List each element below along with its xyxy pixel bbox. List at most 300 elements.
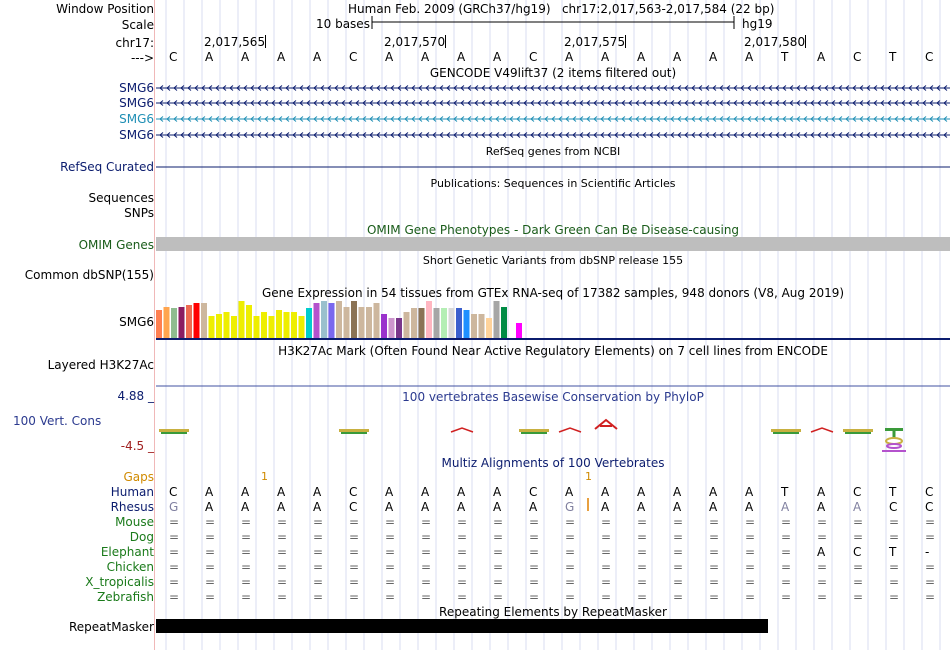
gtex-bar <box>381 314 387 338</box>
gtex-bar <box>509 308 515 338</box>
alignment-base: = <box>709 545 720 559</box>
alignment-base: = <box>241 560 252 574</box>
alignment-base: A <box>637 500 646 514</box>
alignment-base: = <box>745 515 756 529</box>
alignment-base: = <box>817 515 828 529</box>
alignment-base: = <box>673 560 684 574</box>
alignment-base: = <box>745 545 756 559</box>
multiz-title[interactable]: Multiz Alignments of 100 Vertebrates <box>441 456 665 470</box>
publications-sequences-label[interactable]: Sequences <box>88 191 154 205</box>
alignment-base: = <box>169 575 180 589</box>
alignment-base: = <box>277 545 288 559</box>
position-tick-label: 2,017,570 <box>384 35 446 49</box>
alignment-base: A <box>493 485 502 499</box>
alignment-base: = <box>673 530 684 544</box>
alignment-base: T <box>781 485 789 499</box>
alignment-base: = <box>889 575 900 589</box>
alignment-base: = <box>781 560 792 574</box>
base-letter: A <box>385 50 394 64</box>
alignment-base: A <box>277 500 286 514</box>
base-letter: T <box>889 50 897 64</box>
alignment-base: = <box>241 590 252 604</box>
alignment-base: A <box>673 485 682 499</box>
dbsnp-title[interactable]: Short Genetic Variants from dbSNP release 155 <box>422 254 684 267</box>
alignment-base: = <box>493 545 504 559</box>
alignment-base: = <box>529 575 540 589</box>
gtex-bar <box>464 310 470 338</box>
scale-label: Scale <box>121 18 154 32</box>
alignment-base: = <box>169 560 180 574</box>
species-label[interactable]: Zebrafish <box>97 590 154 604</box>
alignment-base: = <box>205 515 216 529</box>
alignment-base: = <box>493 590 504 604</box>
scale-bases: 10 bases <box>316 17 370 31</box>
gtex-bar <box>351 301 357 338</box>
conservation-logo <box>893 428 896 438</box>
alignment-base: = <box>529 560 540 574</box>
base-letter: A <box>817 50 826 64</box>
conservation-logo <box>773 432 799 434</box>
window-position-label: Window Position <box>56 2 154 16</box>
alignment-base: = <box>709 530 720 544</box>
conservation-logo <box>843 429 873 432</box>
alignment-base: A <box>313 500 322 514</box>
gtex-bar <box>209 316 215 338</box>
alignment-base: = <box>853 590 864 604</box>
alignment-base: A <box>709 500 718 514</box>
gtex-bar <box>501 307 507 338</box>
alignment-base: = <box>313 545 324 559</box>
alignment-base: = <box>781 590 792 604</box>
conservation-logo <box>159 429 189 432</box>
alignment-base: = <box>565 560 576 574</box>
alignment-base: = <box>565 575 576 589</box>
alignment-base: C <box>925 485 934 499</box>
alignment-base: C <box>349 500 358 514</box>
gtex-bar <box>404 312 410 338</box>
gtex-bar <box>254 316 260 338</box>
alignment-base: = <box>421 590 432 604</box>
publications-snps-label[interactable]: SNPs <box>124 206 154 220</box>
alignment-base: = <box>637 575 648 589</box>
alignment-base: = <box>529 530 540 544</box>
alignment-base: = <box>637 530 648 544</box>
gtex-bar <box>374 303 380 338</box>
alignment-base: = <box>241 575 252 589</box>
alignment-base: C <box>889 500 898 514</box>
gtex-bar <box>396 318 402 338</box>
conservation-label[interactable]: 100 Vert. Cons <box>13 414 102 428</box>
alignment-base: = <box>205 530 216 544</box>
gencode-track-label[interactable]: SMG6 <box>119 96 154 110</box>
repeatmasker-title[interactable]: Repeating Elements by RepeatMasker <box>439 605 667 619</box>
alignment-base: C <box>169 485 178 499</box>
conservation-logo <box>521 432 547 434</box>
dbsnp-label[interactable]: Common dbSNP(155) <box>24 268 154 282</box>
alignment-base: = <box>709 515 720 529</box>
species-label[interactable]: Mouse <box>115 515 154 529</box>
gtex-bar <box>479 314 485 338</box>
base-letter: A <box>709 50 718 64</box>
base-letter: C <box>925 50 934 64</box>
alignment-base: A <box>313 485 322 499</box>
gtex-bar <box>389 318 395 338</box>
gtex-bar <box>284 312 290 338</box>
alignment-base: = <box>457 515 468 529</box>
alignment-base: = <box>565 545 576 559</box>
alignment-base: = <box>205 575 216 589</box>
alignment-base: A <box>565 485 574 499</box>
gencode-track-label[interactable]: SMG6 <box>119 112 154 126</box>
alignment-base: = <box>889 560 900 574</box>
omim-label[interactable]: OMIM Genes <box>78 238 154 252</box>
alignment-base: A <box>493 500 502 514</box>
gaps-label[interactable]: Gaps <box>123 470 154 484</box>
alignment-base: = <box>745 560 756 574</box>
alignment-base: A <box>709 485 718 499</box>
alignment-base: = <box>529 590 540 604</box>
base-letter: A <box>745 50 754 64</box>
alignment-base: C <box>853 545 862 559</box>
alignment-base: = <box>889 530 900 544</box>
alignment-base: A <box>421 500 430 514</box>
alignment-base: G <box>169 500 179 514</box>
conservation-logo <box>339 429 369 432</box>
alignment-base: A <box>457 500 466 514</box>
alignment-base: - <box>925 545 930 559</box>
gtex-bar <box>276 310 282 338</box>
base-letter: A <box>493 50 502 64</box>
alignment-base: A <box>205 485 214 499</box>
gtex-bar <box>486 318 492 338</box>
gtex-bar <box>171 308 177 338</box>
alignment-base: = <box>205 545 216 559</box>
alignment-base: = <box>457 590 468 604</box>
alignment-base: A <box>277 485 286 499</box>
alignment-base: = <box>565 515 576 529</box>
alignment-base: = <box>601 530 612 544</box>
alignment-base: = <box>709 590 720 604</box>
alignment-base: = <box>745 590 756 604</box>
alignment-base: = <box>781 545 792 559</box>
conservation-title[interactable]: 100 vertebrates Basewise Conservation by PhyloP <box>402 390 704 404</box>
alignment-base: = <box>277 515 288 529</box>
alignment-base: A <box>637 485 646 499</box>
alignment-base: = <box>673 545 684 559</box>
alignment-base: = <box>781 575 792 589</box>
alignment-base: = <box>349 515 360 529</box>
alignment-base: = <box>349 545 360 559</box>
alignment-base: C <box>529 485 538 499</box>
gtex-bar <box>366 307 372 338</box>
alignment-base: = <box>673 575 684 589</box>
alignment-base: = <box>457 575 468 589</box>
alignment-base: = <box>601 575 612 589</box>
base-letter: C <box>169 50 178 64</box>
alignment-base: C <box>349 485 358 499</box>
position-tick-label: 2,017,580 <box>744 35 806 49</box>
alignment-base: A <box>385 485 394 499</box>
gtex-bar <box>344 307 350 338</box>
gtex-bar <box>434 308 440 338</box>
alignment-base: = <box>673 590 684 604</box>
alignment-base: A <box>457 485 466 499</box>
base-letter: C <box>349 50 358 64</box>
gtex-bar <box>456 308 462 338</box>
alignment-base: = <box>313 590 324 604</box>
alignment-base: = <box>385 590 396 604</box>
alignment-base: = <box>385 530 396 544</box>
alignment-base: A <box>385 500 394 514</box>
alignment-base: = <box>421 530 432 544</box>
alignment-base: = <box>529 515 540 529</box>
gtex-bar <box>239 301 245 338</box>
base-letter: A <box>601 50 610 64</box>
alignment-base: T <box>889 545 897 559</box>
alignment-base: = <box>889 515 900 529</box>
base-letter: A <box>313 50 322 64</box>
base-letter: A <box>241 50 250 64</box>
species-label[interactable]: Human <box>110 485 154 499</box>
base-letter: A <box>673 50 682 64</box>
base-letter: C <box>853 50 862 64</box>
gtex-title[interactable]: Gene Expression in 54 tissues from GTEx RNA-seq of 17382 samples, 948 donors (V8, Aug 2019) <box>261 286 845 300</box>
species-label[interactable]: X_tropicalis <box>85 575 154 589</box>
repeatmasker-label[interactable]: RepeatMasker <box>68 620 154 634</box>
chrom-label: chr17: <box>115 36 154 50</box>
alignment-base: = <box>853 530 864 544</box>
omim-bar <box>156 237 950 251</box>
refseq-label[interactable]: RefSeq Curated <box>60 160 154 174</box>
gtex-bar <box>194 303 200 338</box>
scale-assembly: hg19 <box>742 17 773 31</box>
gtex-bar <box>291 312 297 338</box>
alignment-base: A <box>601 485 610 499</box>
alignment-base: A <box>817 500 826 514</box>
gtex-bar <box>359 307 365 338</box>
alignment-base: = <box>745 530 756 544</box>
base-letter: A <box>421 50 430 64</box>
alignment-base: = <box>925 515 936 529</box>
gap-count: 1 <box>261 470 268 483</box>
alignment-base: = <box>817 530 828 544</box>
conservation-logo <box>771 429 801 432</box>
gtex-bar <box>321 301 327 338</box>
alignment-base: = <box>421 560 432 574</box>
alignment-base: = <box>601 560 612 574</box>
publications-title[interactable]: Publications: Sequences in Scientific Articles <box>430 177 676 190</box>
alignment-base: = <box>637 590 648 604</box>
alignment-base: = <box>493 560 504 574</box>
species-label[interactable]: Rhesus <box>110 500 154 514</box>
gtex-bar <box>411 308 417 338</box>
base-letter: A <box>205 50 214 64</box>
alignment-base: = <box>169 530 180 544</box>
alignment-base: = <box>421 515 432 529</box>
base-letter: A <box>277 50 286 64</box>
gtex-label[interactable]: SMG6 <box>119 315 154 329</box>
conservation-logo <box>882 450 906 452</box>
alignment-base: = <box>817 575 828 589</box>
species-label[interactable]: Elephant <box>100 545 154 559</box>
gtex-bar <box>329 303 335 338</box>
gtex-bar <box>156 310 162 338</box>
alignment-base: T <box>889 485 897 499</box>
alignment-base: = <box>457 545 468 559</box>
alignment-base: C <box>925 500 934 514</box>
conservation-logo <box>519 429 549 432</box>
alignment-base: = <box>277 560 288 574</box>
gencode-title[interactable]: GENCODE V49lift37 (2 items filtered out) <box>429 66 677 80</box>
gtex-bar <box>494 301 500 338</box>
gtex-bar <box>441 308 447 338</box>
alignment-base: = <box>529 545 540 559</box>
gencode-track-label[interactable]: SMG6 <box>119 128 154 142</box>
alignment-base: = <box>709 575 720 589</box>
gtex-bar <box>269 316 275 338</box>
alignment-base: = <box>925 575 936 589</box>
alignment-base: C <box>853 485 862 499</box>
alignment-base: = <box>853 560 864 574</box>
h3k27ac-title[interactable]: H3K27Ac Mark (Often Found Near Active Regulatory Elements) on 7 cell lines from ENCODE <box>278 344 828 358</box>
alignment-base: = <box>493 515 504 529</box>
species-label[interactable]: Chicken <box>106 560 154 574</box>
alignment-base: = <box>853 515 864 529</box>
alignment-base: A <box>745 485 754 499</box>
alignment-base: = <box>673 515 684 529</box>
alignment-base: = <box>817 560 828 574</box>
alignment-base: = <box>709 560 720 574</box>
alignment-base: = <box>745 575 756 589</box>
alignment-base: = <box>817 590 828 604</box>
alignment-base: = <box>457 530 468 544</box>
alignment-base: = <box>457 560 468 574</box>
alignment-base: = <box>385 575 396 589</box>
gtex-bar <box>179 307 185 338</box>
alignment-base: = <box>493 530 504 544</box>
alignment-base: = <box>421 575 432 589</box>
gtex-bar <box>216 314 222 338</box>
alignment-base: = <box>349 575 360 589</box>
conservation-logo <box>161 432 187 434</box>
alignment-base: = <box>313 560 324 574</box>
alignment-base: = <box>277 575 288 589</box>
gtex-bar <box>201 303 207 338</box>
species-label[interactable]: Dog <box>129 530 154 544</box>
gtex-bar <box>246 305 252 338</box>
gtex-bar <box>426 301 432 338</box>
alignment-base: = <box>349 560 360 574</box>
alignment-base: = <box>313 515 324 529</box>
alignment-base: A <box>745 500 754 514</box>
alignment-base: = <box>925 590 936 604</box>
alignment-base: = <box>205 590 216 604</box>
alignment-base: = <box>241 515 252 529</box>
refseq-title[interactable]: RefSeq genes from NCBI <box>485 145 621 158</box>
alignment-base: = <box>277 530 288 544</box>
conservation-max: 4.88 _ <box>117 389 154 403</box>
alignment-base: = <box>601 545 612 559</box>
alignment-base: = <box>169 590 180 604</box>
alignment-base: A <box>781 500 790 514</box>
alignment-base: = <box>169 545 180 559</box>
alignment-base: = <box>493 575 504 589</box>
conservation-logo <box>887 444 901 448</box>
alignment-base: = <box>565 530 576 544</box>
conservation-logo <box>341 432 367 434</box>
alignment-base: = <box>169 515 180 529</box>
alignment-base: A <box>853 500 862 514</box>
alignment-base: = <box>601 515 612 529</box>
gtex-bar <box>314 303 320 338</box>
alignment-base: A <box>421 485 430 499</box>
alignment-base: = <box>385 560 396 574</box>
alignment-base: = <box>781 515 792 529</box>
conservation-logo <box>845 432 871 434</box>
base-letter: A <box>565 50 574 64</box>
alignment-base: = <box>421 545 432 559</box>
base-letter: A <box>637 50 646 64</box>
alignment-base: = <box>565 590 576 604</box>
gtex-bar <box>419 308 425 338</box>
alignment-base: G <box>565 500 575 514</box>
base-letter: C <box>529 50 538 64</box>
gtex-bar <box>164 307 170 338</box>
alignment-base: = <box>205 560 216 574</box>
position-tick-label: 2,017,575 <box>564 35 626 49</box>
alignment-base: = <box>889 590 900 604</box>
alignment-base: = <box>385 515 396 529</box>
alignment-base: = <box>313 530 324 544</box>
alignment-base: A <box>817 485 826 499</box>
gtex-bar <box>186 305 192 338</box>
gap-count: 1 <box>585 470 592 483</box>
alignment-base: A <box>601 500 610 514</box>
window-position-text: Human Feb. 2009 (GRCh37/hg19) chr17:2,017,563-2,017,584 (22 bp) <box>348 2 775 16</box>
base-letter: A <box>457 50 466 64</box>
gtex-bar <box>299 316 305 338</box>
alignment-base: = <box>925 530 936 544</box>
alignment-base: A <box>673 500 682 514</box>
alignment-base: A <box>241 500 250 514</box>
alignment-base: A <box>529 500 538 514</box>
alignment-base: A <box>817 545 826 559</box>
alignment-base: = <box>241 530 252 544</box>
alignment-base: = <box>313 575 324 589</box>
alignment-base: = <box>637 560 648 574</box>
alignment-base: A <box>205 500 214 514</box>
base-letter: T <box>781 50 789 64</box>
omim-title[interactable]: OMIM Gene Phenotypes - Dark Green Can Be Disease-causing <box>366 223 740 237</box>
position-tick-label: 2,017,565 <box>204 35 266 49</box>
alignment-base: = <box>601 590 612 604</box>
gtex-bar <box>306 308 312 338</box>
gtex-bar <box>516 323 522 338</box>
h3k27ac-label[interactable]: Layered H3K27Ac <box>47 358 154 372</box>
gencode-track-label[interactable]: SMG6 <box>119 81 154 95</box>
alignment-base: = <box>853 575 864 589</box>
repeatmasker-bar <box>156 619 768 633</box>
strand-label: ---> <box>130 51 154 65</box>
gtex-bar <box>231 316 237 338</box>
conservation-min: -4.5 _ <box>120 439 154 453</box>
alignment-base: = <box>349 590 360 604</box>
gtex-bar <box>449 308 455 338</box>
gtex-bar <box>224 312 230 338</box>
alignment-base: = <box>241 545 252 559</box>
alignment-base: = <box>637 515 648 529</box>
alignment-base: = <box>925 560 936 574</box>
